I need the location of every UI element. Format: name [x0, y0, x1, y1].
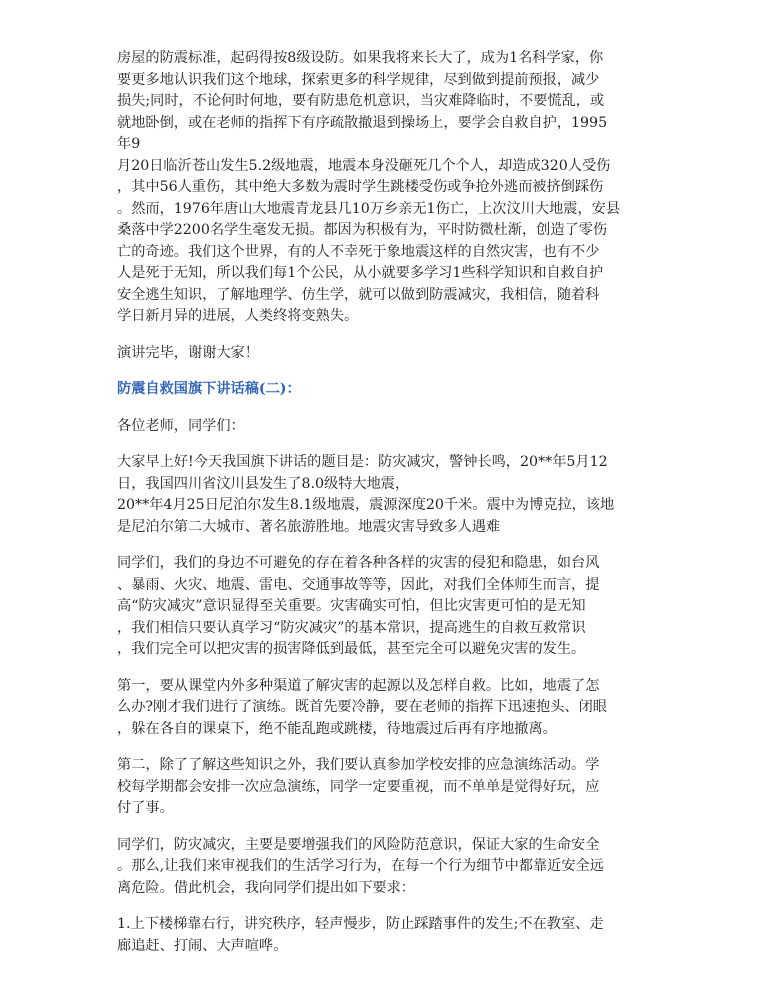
- text-line: 损失;同时，不论何时何地，要有防患危机意识，当灾难降临时，不要慌乱，或: [117, 93, 605, 109]
- text-line: 要更多地认识我们这个地球，探索更多的科学规律，尽到做到提前预报，减少: [117, 71, 600, 88]
- text-line: 廊追赶、打闹、大声喧哗。: [117, 937, 288, 954]
- text-line: 安全逃生知识，了解地理学、仿生学，就可以做到防震减灾，我相信，随着科: [117, 286, 600, 303]
- text-line: 离危险。借此机会，我向同学们提出如下要求：: [117, 879, 415, 896]
- paragraph-intro-continued: [117, 48, 657, 328]
- text-line: 付了事。: [117, 800, 174, 816]
- text-line: 同学们，防灾减灾，主要是要增强我们的风险防范意识，保证大家的生命安全: [117, 836, 600, 853]
- text-line: 、暴雨、火灾、地震、雷电、交通事故等等，因此，对我们全体师生而言，提: [117, 576, 600, 593]
- paragraph-hazards: [117, 553, 657, 661]
- text-line: 月20日临沂苍山发生5.2级地震，地震本身没砸死几个个人，却造成320人受伤: [117, 157, 611, 174]
- text-line: ，躲在各自的课桌下，绝不能乱跑或跳楼，待地震过后再有序地撤离。: [117, 720, 557, 737]
- text-line: ，我们完全可以把灾害的损害降低到最低，甚至完全可以避免灾害的发生。: [117, 641, 586, 657]
- text-line: 学日新月异的进展，人类终将变熟失。: [117, 308, 359, 324]
- text-line: 年9: [117, 136, 141, 152]
- text-line: 演讲完毕，谢谢大家！: [117, 344, 259, 361]
- section-heading: [117, 379, 657, 401]
- text-line: 第一，要从课堂内外多种渠道了解灾害的起源以及怎样自救。比如，地震了怎: [117, 677, 600, 694]
- text-line: 第二，除了了解这些知识之外，我们要认真参加学校安排的应急演练活动。学: [117, 757, 600, 773]
- text-line: 房屋的防震标准，起码得按8级设防。如果我将来长大了，成为1名科学家，你: [117, 50, 604, 66]
- text-line: 大家早上好!今天我国旗下讲话的题目是：防灾减灾，警钟长鸣，20**年5月12: [117, 454, 608, 470]
- paragraph-rule-1: [117, 914, 657, 957]
- document-page: [117, 48, 657, 972]
- text-line: 各位老师，同学们：: [117, 417, 245, 434]
- text-line: 同学们，我们的身边不可避免的存在着各种各样的灾害的侵犯和隐患，如台风: [117, 555, 600, 571]
- text-line: 。那么,让我们来审视我们的生活学习行为，在每一个行为细节中都靠近安全远: [117, 858, 604, 874]
- text-line: 。然而，1976年唐山大地震青龙县几10万乡亲无1伤亡，上次汶川大地震，安县: [117, 200, 621, 217]
- text-line: 高“防灾减灾”意识显得至关重要。灾害确实可怕，但比灾害更可怕的是无知: [117, 598, 586, 614]
- text-line: 是尼泊尔第二大城市、著名旅游胜地。地震灾害导致多人遇难: [117, 518, 501, 535]
- text-line: 亡的奇迹。我们这个世界，有的人不幸死于象地震这样的自然灾害，也有不少: [117, 243, 600, 260]
- text-line: 20**年4月25日尼泊尔发生8.1级地震，震源深度20千米。震中为博克拉，该地: [117, 497, 615, 513]
- text-line: 校每学期都会安排一次应急演练，同学一定要重视，而不单单是觉得好玩，应: [117, 778, 600, 795]
- paragraph-opening: [117, 452, 657, 538]
- paragraph-salutation: [117, 416, 657, 438]
- text-line: 1.上下楼梯靠右行，讲究秩序，轻声慢步，防止踩踏事件的发生;不在教室、走: [117, 916, 604, 932]
- paragraph-closing: [117, 343, 657, 365]
- paragraph-awareness: [117, 835, 657, 900]
- text-line: 人是死于无知，所以我们每1个公民，从小就要多学习1些科学知识和自救自护: [117, 265, 604, 281]
- paragraph-second-point: [117, 755, 657, 820]
- text-line: ，其中56人重伤，其中绝大多数为震时学生跳楼受伤或争抢外逃而被挤倒踩伤: [117, 179, 604, 195]
- text-line: 防震自救国旗下讲话稿(二)：: [117, 381, 301, 397]
- text-line: 桑落中学2200名学生毫发无损。都因为积极有为，平时防微杜渐，创造了零伤: [117, 222, 608, 238]
- text-line: 就地卧倒，或在老师的指挥下有序疏散撤退到操场上，要学会自救自护，1995: [117, 114, 608, 131]
- text-line: 么办?刚才我们进行了演练。既首先要冷静，要在老师的指挥下迅速抱头、闭眼: [117, 699, 607, 715]
- text-line: 日，我国四川省汶川县发生了8.0级特大地震，: [117, 475, 410, 492]
- paragraph-first-point: [117, 676, 657, 741]
- text-line: ，我们相信只要认真学习“防灾减灾”的基本常识，提高逃生的自救互救常识: [117, 619, 586, 636]
